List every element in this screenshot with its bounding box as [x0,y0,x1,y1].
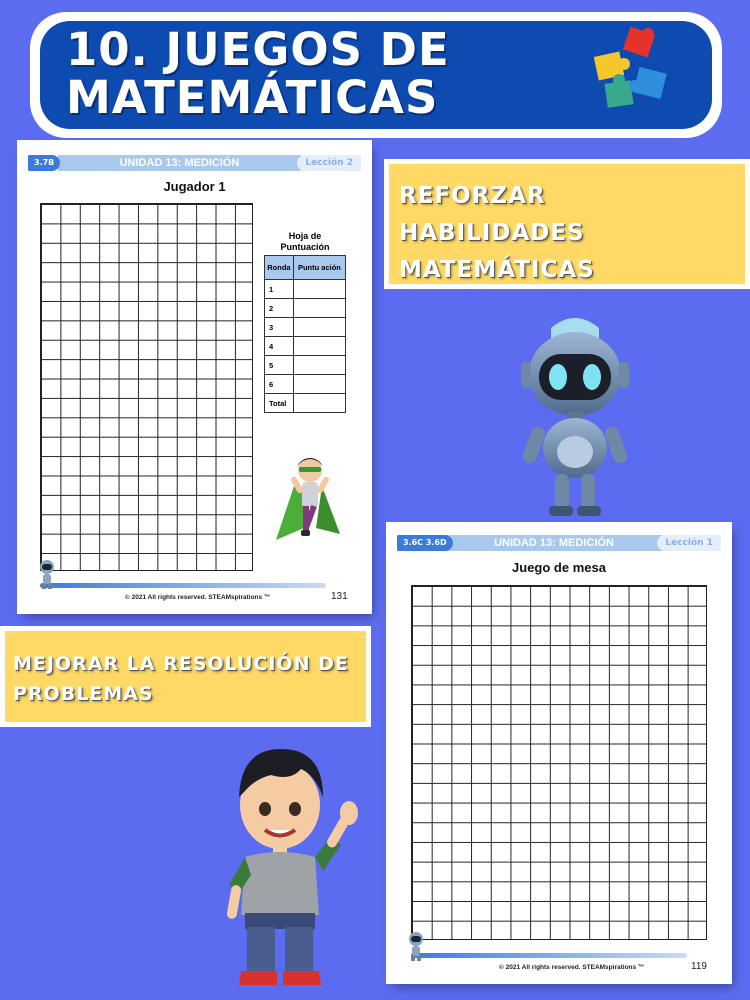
unit-title: UNIDAD 13: MEDICIÓN [58,155,301,171]
copyright-text: © 2021 All rights reserved. STEAMspirations ™ [125,594,271,601]
score-title-line-2: Puntuación [280,242,330,252]
worksheet-header [397,535,721,551]
table-row [265,356,346,375]
lesson-label: Lección 1 [657,535,721,551]
score-cell [293,280,345,299]
teks-tag: 3.7B [28,155,60,171]
score-cell [293,299,345,318]
score-cell [293,337,345,356]
footer-line [40,583,326,588]
round-cell: 6 [265,375,294,394]
puzzle-icon [588,26,678,122]
round-cell: 1 [265,280,294,299]
copyright-text: © 2021 All rights reserved. STEAMspirations ™ [499,964,645,971]
table-row [265,318,346,337]
boy-waving-illustration [215,735,365,990]
mini-robot-icon [405,930,427,962]
page-number: 131 [331,591,348,602]
lesson-label: Lección 2 [297,155,361,171]
callout-line: MATEMÁTICAS [399,257,595,283]
page-title [66,23,546,124]
callout-reinforce-skills [384,159,750,289]
round-cell: 3 [265,318,294,337]
page-number: 119 [691,961,707,972]
worksheet-page-board-game [389,525,729,981]
title-line-1: 10. JUEGOS DE [66,23,450,76]
footer-line [411,953,687,958]
callout-line: HABILIDADES [399,220,585,246]
score-cell [293,356,345,375]
teks-tag: 3.6C 3.6D [397,535,453,551]
table-row [265,280,346,299]
score-cell [293,318,345,337]
score-sheet-title [264,231,346,253]
score-cell [293,394,345,413]
round-cell: 2 [265,299,294,318]
round-cell: 4 [265,337,294,356]
callout-line: PROBLEMAS [13,683,154,705]
score-cell [293,375,345,394]
game-board-grid [411,585,707,940]
callout-line: REFORZAR [399,183,546,209]
unit-title: UNIDAD 13: MEDICIÓN [445,535,663,551]
worksheet-header [28,155,361,171]
table-row [265,337,346,356]
table-row [265,375,346,394]
score-title-line-1: Hoja de [288,231,322,241]
score-table [264,255,346,413]
table-row [265,394,346,413]
round-cell: 5 [265,356,294,375]
callout-problem-solving [0,626,371,727]
table-row [265,299,346,318]
robot-illustration [505,308,645,523]
worksheet-title: Juego de mesa [512,560,606,575]
score-header-round: Ronda [265,256,294,280]
mini-robot-icon [36,558,58,590]
worksheet-title: Jugador 1 [163,179,226,194]
worksheet-page-scoring [20,143,369,611]
game-grid [40,203,253,571]
superhero-kid-illustration [270,448,350,558]
title-line-2: MATEMÁTICAS [66,71,439,124]
score-header-points: Puntu ación [293,256,345,280]
total-cell: Total [265,394,294,413]
callout-line: MEJORAR LA RESOLUCIÓN DE [13,653,349,675]
